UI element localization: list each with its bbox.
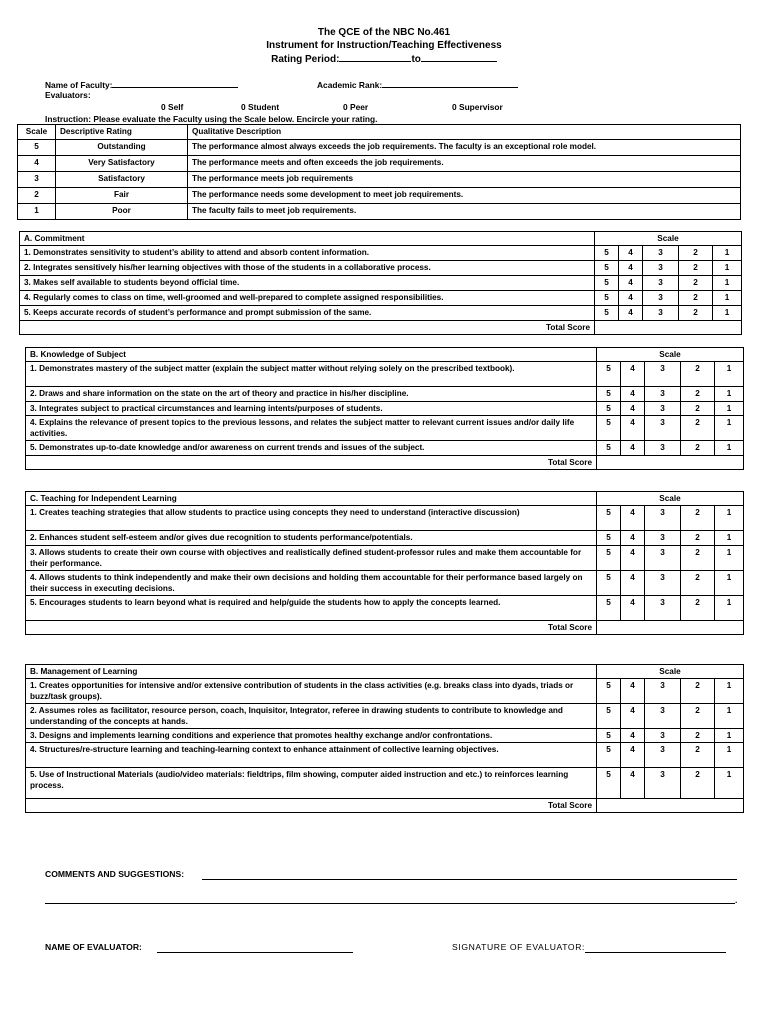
- rating-option[interactable]: 1: [713, 291, 742, 306]
- qualitative-description: The performance meets job requirements: [188, 172, 741, 188]
- criterion-row: [20, 276, 742, 291]
- rating-period-label: Rating Period:: [271, 54, 340, 65]
- scale-value: 4: [18, 156, 56, 172]
- rating-option[interactable]: 5: [597, 546, 621, 571]
- scale-value: 2: [18, 188, 56, 204]
- rating-option[interactable]: 4: [619, 276, 643, 291]
- criterion-row: [26, 402, 744, 416]
- evaluator-option-student[interactable]: 0 Student: [241, 102, 280, 112]
- qualitative-description: The performance meets and often exceeds the job requirements.: [188, 156, 741, 172]
- rating-option[interactable]: 3: [643, 306, 679, 321]
- rating-period-start-field[interactable]: [339, 53, 411, 62]
- criterion-row: [26, 704, 744, 729]
- criterion-text: 3. Makes self available to students beyond official time.: [20, 276, 595, 291]
- scale-header: Scale: [597, 665, 744, 679]
- rating-option[interactable]: 1: [715, 402, 744, 416]
- criterion-text: 2. Draws and share information on the state on the art of theory and practice in his/her discipline.: [26, 387, 597, 402]
- criterion-text: 1. Creates opportunities for intensive and/or extensive contribution of students in the class activities (e.g. breaks class into dyads, triads or buzz/task groups).: [26, 679, 597, 704]
- section-header-row: [20, 232, 742, 246]
- rating-option[interactable]: 2: [681, 768, 715, 799]
- qualitative-description: The performance almost always exceeds the job requirements. The faculty is an exceptional role model.: [188, 140, 741, 156]
- rating-option[interactable]: 4: [619, 261, 643, 276]
- rating-option[interactable]: 1: [715, 679, 744, 704]
- rating-option[interactable]: 5: [597, 362, 621, 387]
- rating-option[interactable]: 1: [715, 729, 744, 743]
- criterion-row: [26, 596, 744, 621]
- descriptive-rating: Poor: [56, 204, 188, 220]
- rating-option[interactable]: 2: [681, 362, 715, 387]
- rating-option[interactable]: 4: [621, 679, 645, 704]
- rating-option[interactable]: 4: [621, 596, 645, 621]
- rating-option[interactable]: 2: [681, 704, 715, 729]
- evaluator-option-self[interactable]: 0 Self: [161, 102, 184, 112]
- rating-scale-row: [18, 172, 741, 188]
- rating-option[interactable]: 5: [597, 571, 621, 596]
- scale-value: 5: [18, 140, 56, 156]
- descriptive-rating: Satisfactory: [56, 172, 188, 188]
- rating-option[interactable]: 3: [645, 729, 681, 743]
- criterion-row: [26, 768, 744, 799]
- rating-period-end-field[interactable]: [421, 53, 497, 62]
- section-title: B. Knowledge of Subject: [26, 348, 597, 362]
- rating-option[interactable]: 2: [681, 546, 715, 571]
- academic-rank-label: Academic Rank:: [317, 80, 383, 90]
- rating-option[interactable]: 3: [645, 596, 681, 621]
- faculty-name-label: Name of Faculty:: [45, 80, 113, 90]
- rating-option[interactable]: 3: [645, 387, 681, 402]
- rating-option[interactable]: 4: [619, 291, 643, 306]
- rating-option[interactable]: 4: [621, 768, 645, 799]
- total-score-row: [20, 321, 742, 335]
- section-knowledge-table: [25, 347, 744, 470]
- rating-option[interactable]: 1: [715, 416, 744, 441]
- scale-value: 1: [18, 204, 56, 220]
- total-score-field[interactable]: [595, 321, 742, 335]
- rating-option[interactable]: 2: [679, 306, 713, 321]
- comments-label: COMMENTS AND SUGGESTIONS:: [45, 869, 185, 879]
- rating-option[interactable]: 2: [679, 276, 713, 291]
- evaluator-name-label: NAME OF EVALUATOR:: [45, 942, 142, 952]
- rating-scale-row: [18, 204, 741, 220]
- rating-option[interactable]: 1: [715, 743, 744, 768]
- section-commitment-table: [19, 231, 742, 335]
- evaluators-label: Evaluators:: [45, 90, 91, 100]
- total-score-field[interactable]: [597, 456, 744, 470]
- instruction-text: Instruction: Please evaluate the Faculty using the Scale below. Encircle your rating.: [45, 114, 378, 124]
- rating-option[interactable]: 4: [619, 306, 643, 321]
- criterion-text: 3. Designs and implements learning conditions and experience that promotes healthy exchange and/or confrontations.: [26, 729, 597, 743]
- rating-option[interactable]: 1: [713, 246, 742, 261]
- rating-option[interactable]: 1: [715, 441, 744, 456]
- evaluator-option-peer[interactable]: 0 Peer: [343, 102, 369, 112]
- rating-period-to-label: to: [411, 54, 421, 65]
- comments-field-line-2[interactable]: [45, 903, 735, 904]
- rating-option[interactable]: 2: [681, 387, 715, 402]
- rating-option[interactable]: 5: [595, 291, 619, 306]
- rating-option[interactable]: 5: [597, 387, 621, 402]
- rating-option[interactable]: 3: [645, 362, 681, 387]
- total-score-label: Total Score: [26, 799, 597, 813]
- rating-option[interactable]: 3: [643, 261, 679, 276]
- scale-header: Scale: [18, 125, 56, 140]
- rating-option[interactable]: 1: [715, 596, 744, 621]
- criterion-text: 4. Allows students to think independently and make their own decisions and holding them accountable for their performance based largely on their success in executing decisions.: [26, 571, 597, 596]
- criterion-row: [26, 729, 744, 743]
- rating-option[interactable]: 3: [643, 276, 679, 291]
- rating-option[interactable]: 2: [681, 441, 715, 456]
- rating-option[interactable]: 4: [621, 441, 645, 456]
- rating-option[interactable]: 5: [597, 729, 621, 743]
- rating-option[interactable]: 2: [681, 531, 715, 546]
- rating-option[interactable]: 3: [645, 546, 681, 571]
- criterion-row: [26, 441, 744, 456]
- rating-option[interactable]: 1: [715, 704, 744, 729]
- section-header-row: [26, 348, 744, 362]
- rating-option[interactable]: 3: [643, 246, 679, 261]
- criterion-text: 2. Assumes roles as facilitator, resource person, coach, Inquisitor, Integrator, referee in drawing students to contribute to knowledge and understanding of the concepts at hands.: [26, 704, 597, 729]
- rating-option[interactable]: 3: [645, 441, 681, 456]
- rating-option[interactable]: 4: [619, 246, 643, 261]
- rating-option[interactable]: 2: [681, 506, 715, 531]
- criterion-row: [26, 571, 744, 596]
- total-score-row: [26, 621, 744, 635]
- rating-option[interactable]: 5: [597, 768, 621, 799]
- rating-option[interactable]: 3: [645, 743, 681, 768]
- comments-field[interactable]: [202, 879, 737, 880]
- rating-option[interactable]: 1: [715, 387, 744, 402]
- rating-option[interactable]: 5: [597, 441, 621, 456]
- rating-scale-table: [17, 124, 741, 220]
- criterion-row: [26, 362, 744, 387]
- criterion-row: [20, 291, 742, 306]
- section-title: A. Commitment: [20, 232, 595, 246]
- rating-option[interactable]: 2: [679, 291, 713, 306]
- comments-period: .: [735, 895, 738, 905]
- rating-option[interactable]: 3: [645, 506, 681, 531]
- criterion-row: [26, 531, 744, 546]
- rating-option[interactable]: 4: [621, 729, 645, 743]
- rating-option[interactable]: 5: [595, 276, 619, 291]
- criterion-text: 1. Demonstrates sensitivity to student’s ability to attend and absorb content information.: [20, 246, 595, 261]
- criterion-text: 4. Regularly comes to class on time, well-groomed and well-prepared to complete assigned responsibilities.: [20, 291, 595, 306]
- rating-option[interactable]: 5: [597, 402, 621, 416]
- rating-option[interactable]: 5: [597, 679, 621, 704]
- rating-period: [0, 53, 768, 65]
- rating-option[interactable]: 4: [621, 402, 645, 416]
- rating-option[interactable]: 4: [621, 743, 645, 768]
- scale-header: Scale: [595, 232, 742, 246]
- criterion-row: [20, 246, 742, 261]
- section-header-row: [26, 665, 744, 679]
- descriptive-rating: Very Satisfactory: [56, 156, 188, 172]
- total-score-label: Total Score: [26, 456, 597, 470]
- rating-option[interactable]: 5: [595, 261, 619, 276]
- criterion-text: 5. Demonstrates up-to-date knowledge and/or awareness on current trends and issues of the subject.: [26, 441, 597, 456]
- rating-scale-header: [18, 125, 741, 140]
- rating-option[interactable]: 3: [645, 571, 681, 596]
- rating-option[interactable]: 2: [679, 246, 713, 261]
- rating-option[interactable]: 5: [597, 506, 621, 531]
- criterion-text: 1. Creates teaching strategies that allow students to practice using concepts they need to understand (interactive discussion): [26, 506, 597, 531]
- rating-option[interactable]: 3: [645, 768, 681, 799]
- criterion-text: 5. Use of Instructional Materials (audio/video materials: fieldtrips, film showing, computer aided instruction and etc.) to reinforces learning process.: [26, 768, 597, 799]
- academic-rank-field[interactable]: [382, 79, 518, 88]
- rating-option[interactable]: 3: [645, 704, 681, 729]
- faculty-name-field[interactable]: [112, 79, 238, 88]
- evaluator-signature-label: SIGNATURE OF EVALUATOR:: [452, 942, 586, 952]
- rating-option[interactable]: 5: [597, 704, 621, 729]
- criterion-row: [26, 506, 744, 531]
- rating-scale-row: [18, 188, 741, 204]
- criterion-row: [26, 743, 744, 768]
- faculty-name-row: [45, 79, 238, 90]
- criterion-row: [26, 546, 744, 571]
- form-title: The QCE of the NBC No.461: [317, 27, 451, 38]
- criterion-row: [26, 387, 744, 402]
- section-independent-learning-table: [25, 491, 744, 635]
- rating-option[interactable]: 4: [621, 387, 645, 402]
- total-score-field[interactable]: [597, 799, 744, 813]
- evaluator-option-supervisor[interactable]: 0 Supervisor: [452, 102, 503, 112]
- criterion-text: 3. Integrates subject to practical circumstances and learning intents/purposes of students.: [26, 402, 597, 416]
- criterion-text: 5. Encourages students to learn beyond what is required and help/guide the students how to apply the concepts learned.: [26, 596, 597, 621]
- rating-option[interactable]: 4: [621, 531, 645, 546]
- descriptive-rating: Outstanding: [56, 140, 188, 156]
- rating-option[interactable]: 2: [681, 416, 715, 441]
- total-score-field[interactable]: [597, 621, 744, 635]
- rating-option[interactable]: 5: [595, 246, 619, 261]
- criterion-text: 4. Explains the relevance of present topics to the previous lessons, and relates the subject matter to relevant current issues and/or daily life activities.: [26, 416, 597, 441]
- rating-option[interactable]: 1: [715, 768, 744, 799]
- rating-scale-row: [18, 156, 741, 172]
- rating-option[interactable]: 3: [643, 291, 679, 306]
- rating-option[interactable]: 5: [597, 596, 621, 621]
- rating-option[interactable]: 1: [715, 571, 744, 596]
- qualitative-description: The performance needs some development to meet job requirements.: [188, 188, 741, 204]
- rating-option[interactable]: 2: [681, 729, 715, 743]
- rating-option[interactable]: 1: [713, 306, 742, 321]
- rating-option[interactable]: 2: [679, 261, 713, 276]
- descriptive-rating-header: Descriptive Rating: [56, 125, 188, 140]
- form-subtitle: Instrument for Instruction/Teaching Effectiveness: [266, 40, 502, 51]
- criterion-row: [26, 416, 744, 441]
- criterion-text: 4. Structures/re-structure learning and teaching-learning context to enhance attainment of collective learning objectives.: [26, 743, 597, 768]
- rating-option[interactable]: 5: [595, 306, 619, 321]
- criterion-text: 1. Demonstrates mastery of the subject matter (explain the subject matter without relying solely on the prescribed textbook).: [26, 362, 597, 387]
- criterion-row: [20, 261, 742, 276]
- rating-option[interactable]: 4: [621, 506, 645, 531]
- total-score-label: Total Score: [20, 321, 595, 335]
- section-header-row: [26, 492, 744, 506]
- rating-option[interactable]: 5: [597, 416, 621, 441]
- section-title: C. Teaching for Independent Learning: [26, 492, 597, 506]
- rating-option[interactable]: 4: [621, 546, 645, 571]
- rating-option[interactable]: 1: [715, 506, 744, 531]
- rating-option[interactable]: 4: [621, 704, 645, 729]
- qualitative-description-header: Qualitative Description: [188, 125, 741, 140]
- rating-option[interactable]: 1: [713, 276, 742, 291]
- rating-option[interactable]: 4: [621, 362, 645, 387]
- rating-option[interactable]: 2: [681, 402, 715, 416]
- total-score-row: [26, 456, 744, 470]
- rating-option[interactable]: 1: [715, 362, 744, 387]
- rating-option[interactable]: 3: [645, 679, 681, 704]
- academic-rank-row: [317, 79, 518, 90]
- rating-option[interactable]: 5: [597, 531, 621, 546]
- criterion-row: [26, 679, 744, 704]
- rating-option[interactable]: 2: [681, 679, 715, 704]
- scale-value: 3: [18, 172, 56, 188]
- rating-scale-row: [18, 140, 741, 156]
- scale-header: Scale: [597, 492, 744, 506]
- qualitative-description: The faculty fails to meet job requirements.: [188, 204, 741, 220]
- rating-option[interactable]: 1: [715, 531, 744, 546]
- rating-option[interactable]: 2: [681, 596, 715, 621]
- rating-option[interactable]: 5: [597, 743, 621, 768]
- rating-option[interactable]: 1: [715, 546, 744, 571]
- rating-option[interactable]: 1: [713, 261, 742, 276]
- rating-option[interactable]: 3: [645, 402, 681, 416]
- evaluator-signature-field[interactable]: [585, 952, 726, 953]
- criterion-text: 5. Keeps accurate records of student’s performance and prompt submission of the same.: [20, 306, 595, 321]
- criterion-row: [20, 306, 742, 321]
- evaluator-name-field[interactable]: [157, 952, 353, 953]
- section-title: B. Management of Learning: [26, 665, 597, 679]
- criterion-text: 3. Allows students to create their own course with objectives and realistically defined student-professor rules and make them accountable for their performance.: [26, 546, 597, 571]
- rating-option[interactable]: 3: [645, 416, 681, 441]
- scale-header: Scale: [597, 348, 744, 362]
- section-management-table: [25, 664, 744, 813]
- rating-option[interactable]: 4: [621, 416, 645, 441]
- rating-option[interactable]: 2: [681, 571, 715, 596]
- criterion-text: 2. Enhances student self-esteem and/or gives due recognition to students performance/potentials.: [26, 531, 597, 546]
- total-score-row: [26, 799, 744, 813]
- total-score-label: Total Score: [26, 621, 597, 635]
- rating-option[interactable]: 2: [681, 743, 715, 768]
- rating-option[interactable]: 4: [621, 571, 645, 596]
- criterion-text: 2. Integrates sensitively his/her learning objectives with those of the students in a collaborative process.: [20, 261, 595, 276]
- descriptive-rating: Fair: [56, 188, 188, 204]
- rating-option[interactable]: 3: [645, 531, 681, 546]
